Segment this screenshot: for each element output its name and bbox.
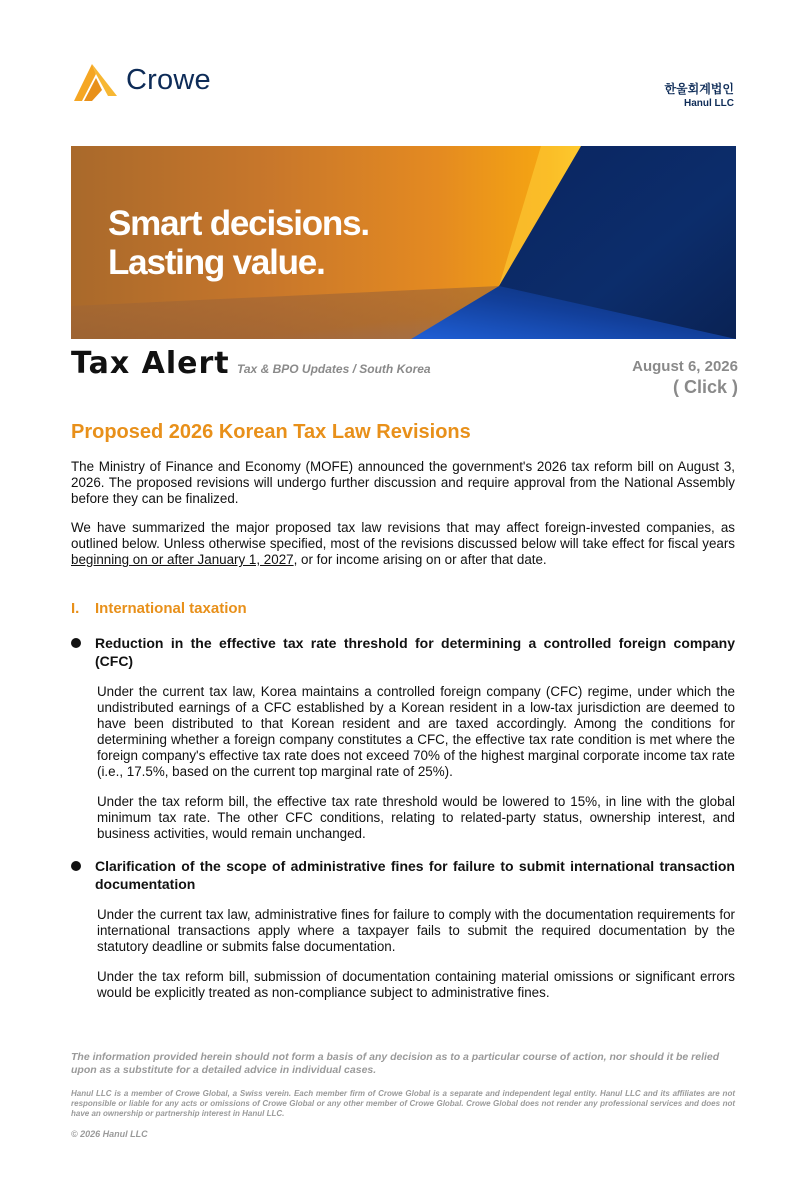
bullet-1-paragraph-1: Under the current tax law, Korea maintains a controlled foreign company (CFC) regime, under which the undistributed earnings of a CFC established by a Korean resident in a low-tax jurisdiction are deemed to have been distributed to that Korean resident and are taxed accordingly. Among the conditions for determining whether a foreign company constitutes a CFC, the effective tax rate condition is met where the foreign company's effective tax rate does not exceed 70% of the highest marginal corporate income tax rate (i.e., 17.5%, based on the current top marginal rate of 25%). xyxy=(97,684,735,779)
bullet-icon xyxy=(71,638,81,648)
section-title: International taxation xyxy=(95,600,247,617)
bullet-2-paragraph-1: Under the current tax law, administrative fines for failure to comply with the documentation requirements for international transactions apply where a taxpayer fails to submit the required documentation by the statutory deadline or submits false documentation. xyxy=(97,907,735,954)
intro-paragraph-1: The Ministry of Finance and Economy (MOFE) announced the government's 2026 tax reform bill on August 3, 2026. The proposed revisions will undergo further discussion and require approval from the National Assembly before they can be finalized. xyxy=(71,459,735,506)
tagline-line-2: Lasting value. xyxy=(108,243,325,282)
tagline-line-1: Smart decisions. xyxy=(108,204,369,243)
intro2-text-b: , or for income arising on or after that date. xyxy=(293,552,547,567)
bullet-2-title: Clarification of the scope of administrative fines for failure to submit international transaction documentation xyxy=(95,858,735,892)
tax-alert-label: Tax Alert xyxy=(71,346,230,381)
logo-wordmark: Crowe xyxy=(126,64,211,96)
firm-name-korean: 한울회계법인 xyxy=(664,82,734,96)
alert-subtitle: Tax & BPO Updates / South Korea xyxy=(237,362,431,376)
intro2-text-a: We have summarized the major proposed tax law revisions that may affect foreign-invested companies, as outlined below. Unless otherwise specified, most of the revisions discussed below will take effect for fiscal years xyxy=(71,520,735,551)
crowe-peak-icon xyxy=(72,60,120,104)
bullet-2-paragraph-2: Under the tax reform bill, submission of documentation containing material omissions or significant errors would be explicitly treated as non-compliance subject to administrative fines. xyxy=(97,969,735,1000)
alert-date: August 6, 2026 xyxy=(632,358,738,375)
effective-date-underlined: beginning on or after January 1, 2027 xyxy=(71,552,294,567)
article-title: Proposed 2026 Korean Tax Law Revisions xyxy=(71,421,471,443)
firm-name-block xyxy=(664,80,734,109)
bullet-1-paragraph-2: Under the tax reform bill, the effective tax rate threshold would be lowered to 15%, in line with the global minimum tax rate. The other CFC conditions, relating to related-party status, ownership interest, and business activities, would remain unchanged. xyxy=(97,794,735,841)
banner-tagline xyxy=(108,204,369,282)
footer-disclaimer: The information provided herein should not form a basis of any decision as to a particular course of action, nor should it be relied upon as a substitute for a detailed advice in individual cases. xyxy=(71,1051,720,1076)
hero-banner xyxy=(71,146,736,339)
section-heading-international xyxy=(71,600,247,617)
firm-name-english: Hanul LLC xyxy=(684,98,734,109)
intro-paragraph-2 xyxy=(71,520,735,568)
bullet-1-title: Reduction in the effective tax rate threshold for determining a controlled foreign company (CFC) xyxy=(95,635,735,669)
section-number: I. xyxy=(71,600,80,617)
click-link[interactable]: ( Click ) xyxy=(672,377,738,397)
crowe-logo[interactable] xyxy=(72,60,232,104)
footer-copyright: © 2026 Hanul LLC xyxy=(71,1129,148,1139)
bullet-icon xyxy=(71,861,81,871)
footer-member-notice: Hanul LLC is a member of Crowe Global, a Swiss verein. Each member firm of Crowe Global is a separate and independent legal entity. Hanul LLC and its affiliates are not responsible or liable for any acts or omissions of Crowe Global or any other member of Crowe Global. Crowe Global does not render any professional services and does not have an ownership or partnership interest in Hanul LLC. xyxy=(71,1089,735,1118)
